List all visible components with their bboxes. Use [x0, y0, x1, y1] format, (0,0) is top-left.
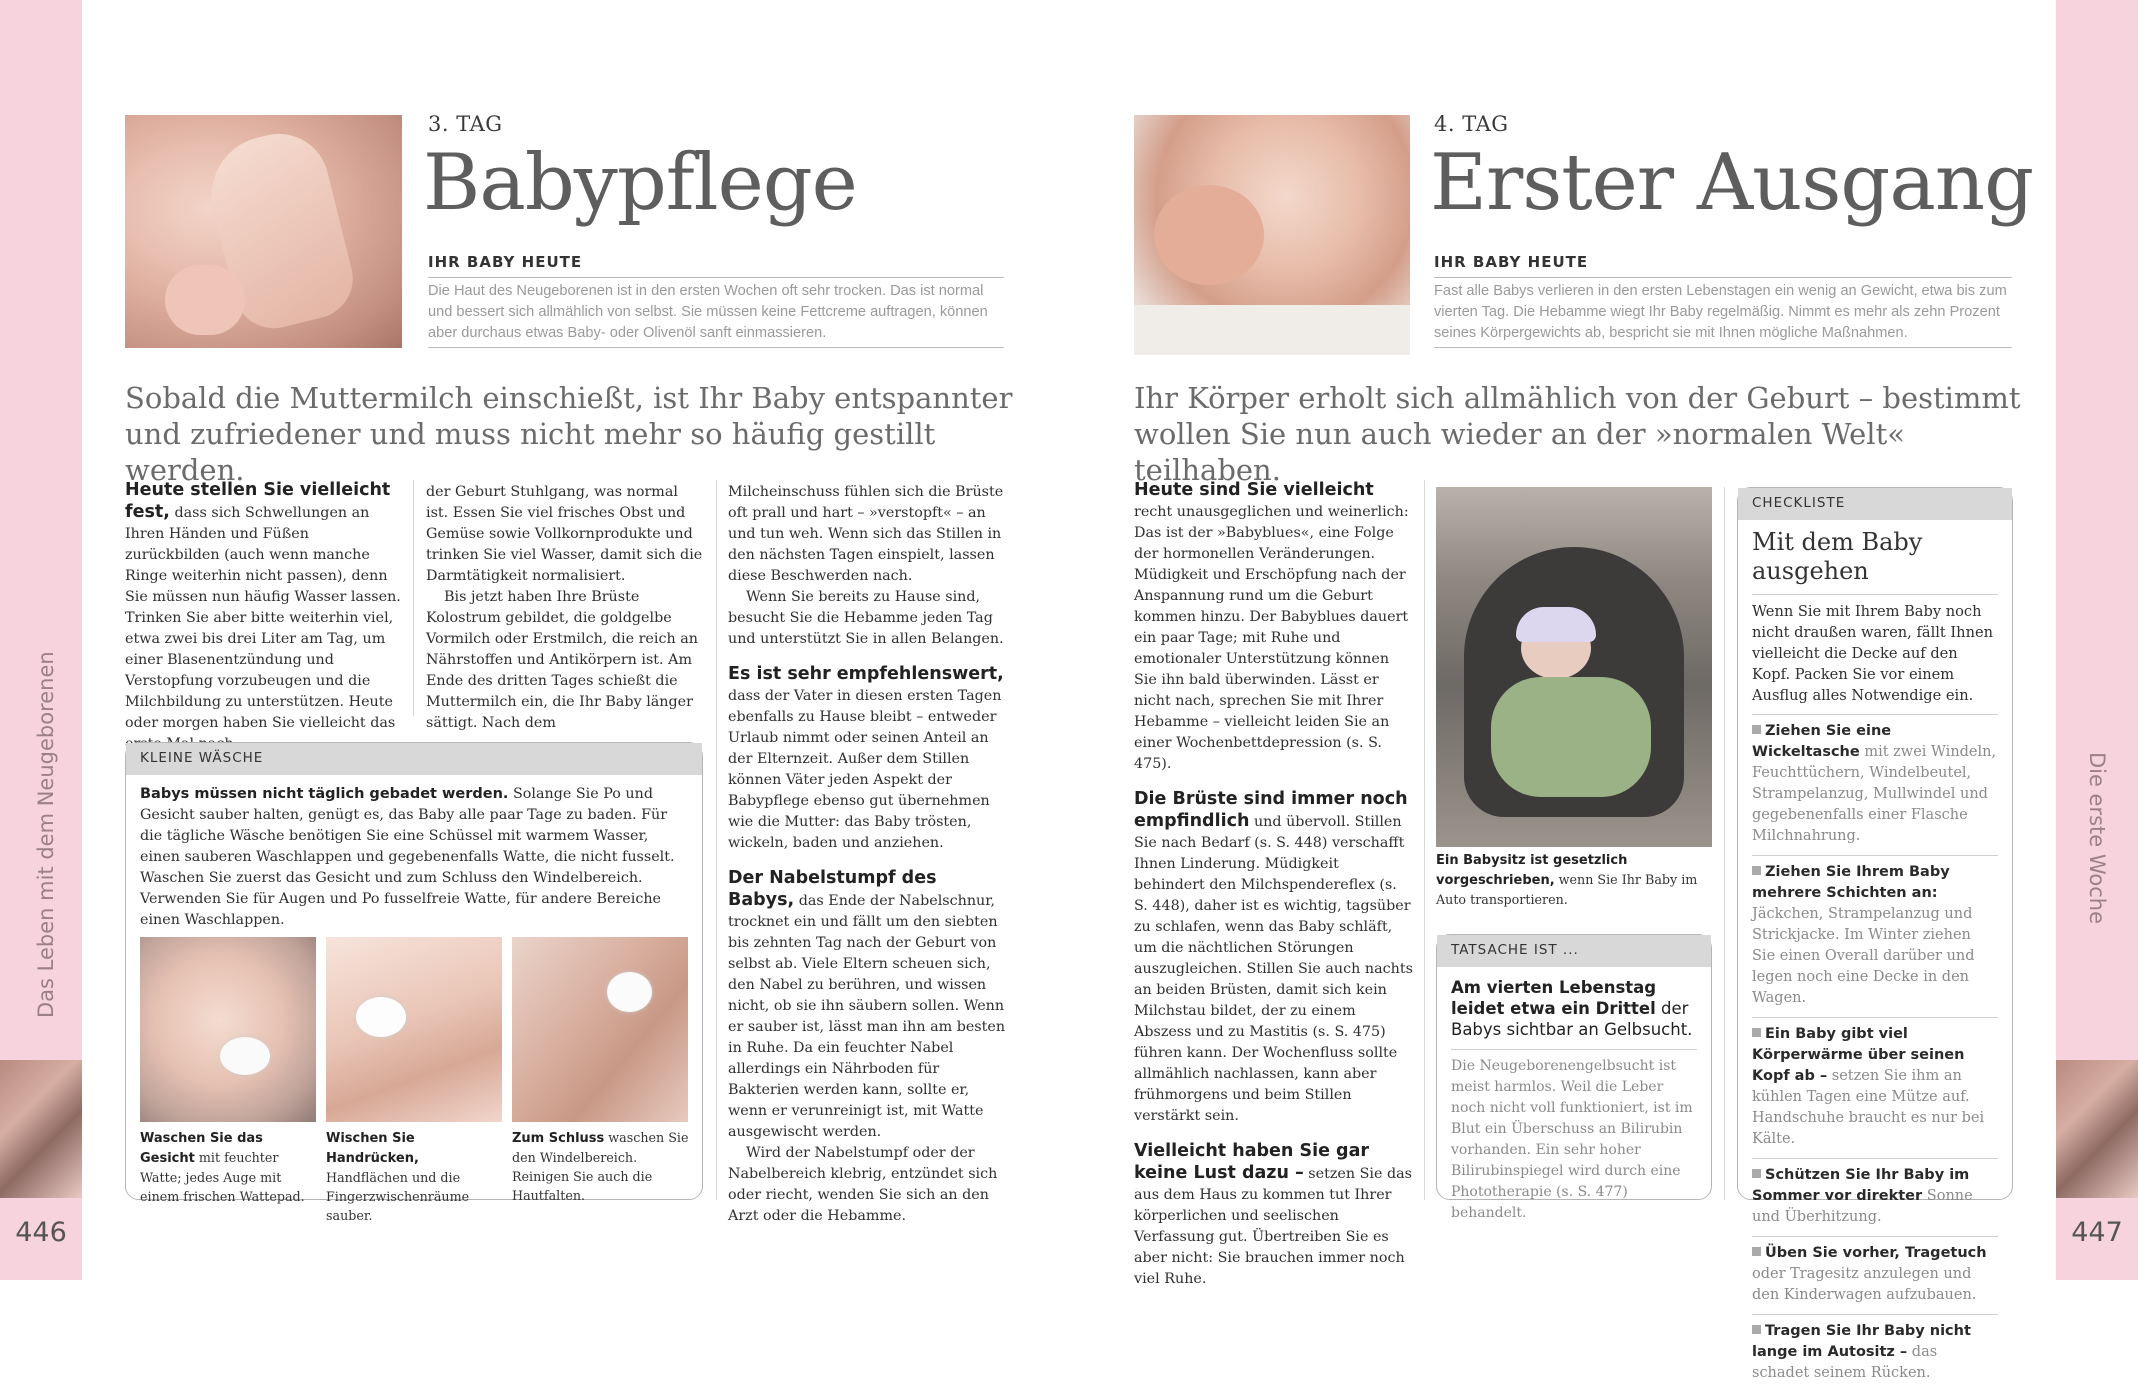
checklist-item	[1752, 855, 1998, 1017]
car-seat-caption	[1436, 850, 1716, 909]
left-c3-p4-head: Der Nabelstumpf des Babys,	[728, 868, 937, 910]
right-heute-rule	[1434, 277, 2012, 278]
kleine-waesche-body	[126, 775, 702, 931]
right-c1-p1-head: Heute sind Sie vielleicht	[1134, 480, 1374, 500]
left-page-number: 446	[15, 1217, 67, 1248]
checklist-item	[1752, 1017, 1998, 1158]
right-page-number: 447	[2071, 1217, 2123, 1248]
checklist-intro: Wenn Sie mit Ihrem Baby noch nicht draußen waren, fällt Ihnen vielleicht die Decke auf den Kopf. Packen Sie vor einem Ausflug alles Notwendige ein.	[1752, 603, 1994, 704]
right-heute-label: IHR BABY HEUTE	[1434, 253, 1589, 271]
left-c3-p3-head: Es ist sehr empfehlenswert,	[728, 664, 1004, 684]
left-c2-p2: Bis jetzt haben Ihre Brüste Kolostrum gebildet, die goldgelbe Vormilch oder Erstmilch, die reich an Nährstoffen und Antikörpern ist. Am Ende des dritten Tages schießt die Muttermilch ein, die Ihr Baby länger sättigt. Nach dem	[426, 589, 698, 731]
left-c2-p1: der Geburt Stuhlgang, was normal ist. Essen Sie viel frisches Obst und Gemüse sowie Vollkornprodukte und trinken Sie viel Wasser, damit sich die Darmtätigkeit normalisiert.	[426, 484, 703, 584]
left-c1-head: Heute stellen Sie vielleicht fest,	[125, 480, 391, 522]
kleine-waesche-text: Solange Sie Po und Gesicht sauber halten, genügt es, das Baby alle paar Tage zu baden. Für die tägliche Wäsche benötigen Sie eine Schüssel mit warmem Wasser, einen sauberen Waschlappen und gegebenenfalls Watte, die nicht fusselt. Waschen Sie zuerst das Gesicht und zum Schluss den Windelbereich. Verwenden Sie für Augen und Po fusselfreie Watte, für andere Bereiche einen Waschlappen.	[140, 786, 675, 928]
right-col-divider-2	[1724, 487, 1725, 1200]
left-column-3	[728, 482, 1006, 1227]
left-heute-text: Die Haut des Neugeborenen ist in den ersten Wochen oft sehr trocken. Das ist normal und bessert sich allmählich von selbst. Sie müssen keine Fettcreme auftragen, können aber durchaus etwas Baby- oder Olivenöl sanft einmassieren.	[428, 283, 988, 341]
wash-hands-caption-text: Handflächen und die Fingerzwischenräume sauber.	[326, 1170, 470, 1223]
right-c1-p2-head: Die Brüste sind immer noch empfindlich	[1134, 789, 1408, 831]
wash-diaper-caption-text: waschen Sie den Windelbereich. Reinigen Sie auch die Hautfalten.	[512, 1130, 689, 1203]
checklist-item-text: Jäckchen, Strampelanzug und Strickjacke. Im Winter ziehen Sie einen Overall darüber und legen noch eine Decke in den Wagen.	[1752, 906, 1975, 1006]
wash-face-caption-text: mit feuchter Watte; jedes Auge mit einem frischen Wattepad.	[140, 1150, 305, 1204]
checklist-item-text: setzen Sie ihm an kühlen Tagen eine Mütze auf. Handschuhe braucht es nur bei Kälte.	[1752, 1068, 1985, 1147]
right-c1-p3-head: Vielleicht haben Sie gar keine Lust dazu –	[1134, 1141, 1370, 1183]
car-seat-caption-bold: Ein Babysitz ist gesetzlich vorgeschrieben,	[1436, 853, 1628, 888]
tatsache-lead-bold: Am vierten Lebenstag leidet etwa ein Drittel	[1451, 978, 1657, 1018]
left-c3-p2: Wenn Sie bereits zu Hause sind, besucht Sie die Hebamme jeden Tag und unterstützt Sie in allen Belangen.	[728, 589, 1004, 647]
tatsache-head: TATSACHE IST ...	[1437, 935, 1711, 967]
kleine-waesche-box	[125, 742, 703, 1223]
tatsache-box	[1436, 934, 1712, 1221]
left-lead-paragraph: Sobald die Muttermilch einschießt, ist Ihr Baby entspannter und zufriedener und muss nicht mehr so häufig gestillt werden.	[125, 381, 1013, 487]
right-c1-p1-text: recht unausgeglichen und weinerlich: Das ist der »Babyblues«, eine Folge der hormonellen Veränderungen. Müdigkeit und Erschöpfung nach der Anspannung rund um die Geburt kommen hinzu. Der Babyblues dauert ein paar Tage; mit Ruhe und emotionaler Unterstützung können Sie ihn bald überwinden. Lässt er nicht nach, sprechen Sie mit Ihrer Hebamme – vielleicht leiden Sie an einer Wochenbettdepression (s. S. 475).	[1134, 504, 1409, 772]
kleine-waesche-lead: Babys müssen nicht täglich gebadet werden.	[140, 786, 509, 802]
left-heute-rule-bottom	[428, 347, 1004, 348]
left-c1-text: dass sich Schwellungen an Ihren Händen und Füßen zurückbilden (auch wenn manche Ringe weiterhin nicht passen), denn Sie müssen nun häufig Wasser lassen. Trinken Sie aber bitte weiterhin viel, etwa zwei bis drei Liter am Tag, um einer Blasenentzündung und Verstopfung vorzubeugen und die Milchbildung zu unterstützen. Heute oder morgen haben Sie vielleicht das	[125, 505, 401, 731]
wash-diaper-area-photo	[512, 937, 688, 1122]
wash-face-photo	[140, 937, 316, 1122]
checklist-item	[1752, 1236, 1998, 1314]
checklist-item-text: mit zwei Windeln, Feuchttüchern, Windelbeutel, Strampelanzug, Mullwindel und gegebenenfalls einer Flasche Milchnahrung.	[1752, 744, 1997, 844]
car-seat-caption-text: wenn Sie Ihr Baby im Auto transportieren.	[1436, 872, 1698, 907]
tatsache-text: Die Neugeborenengelbsucht ist meist harmlos. Weil die Leber noch nicht voll funktioniert, ist im Blut ein Überschuss an Bilirubin vorhanden. Ein sehr hoher Bilirubinspiegel wird durch eine Phototherapie (s. S. 477) behandelt.	[1451, 1058, 1693, 1221]
right-c1-p3-text: setzen Sie das aus dem Haus zu kommen tut Ihrer körperlichen und seelischen Verfassung gut. Übertreiben Sie es aber nicht: Sie brauchen immer noch viel Ruhe.	[1134, 1166, 1412, 1287]
left-c3-p5: Wird der Nabelstumpf oder der Nabelbereich klebrig, entzündet sich oder riecht, wenden Sie sich an den Arzt oder die Hebamme.	[728, 1145, 998, 1224]
checklist-item-bold: Tragen Sie Ihr Baby nicht lange im Autositz –	[1752, 1323, 1971, 1360]
wash-hands-photo	[326, 937, 502, 1122]
right-section-label: Die erste Woche	[2085, 751, 2109, 925]
checklist-item-text: Sonne und Überhitzung.	[1752, 1188, 1973, 1225]
checklist-item-bold: Schützen Sie Ihr Baby im Sommer vor direkter	[1752, 1167, 1970, 1204]
baby-foot-photo	[125, 115, 402, 348]
checklist-item-bold: Ein Baby gibt viel Körperwärme über seinen Kopf ab –	[1752, 1026, 1965, 1084]
tatsache-lead-text: der Babys sichtbar an Gelbsucht.	[1451, 999, 1693, 1039]
kleine-waesche-head: KLEINE WÄSCHE	[126, 743, 702, 775]
right-thumb-photo	[2056, 1060, 2138, 1198]
left-column-1	[125, 480, 403, 755]
wash-hands-caption	[326, 1128, 502, 1225]
wash-face-caption	[140, 1128, 320, 1206]
left-c3-p4-text: das Ende der Nabelschnur, trocknet ein und fällt um den siebten bis zehnten Tag nach der Geburt von selbst ab. Viele Eltern scheuen sich, den Nabel zu berühren, und wissen nicht, ob sie ihn säubern sollen. Wenn er sauber ist, lässt man ihn am besten in Ruhe. Da ein feuchter Nabel allerdings ein Nährboden für Bakterien werden kann, sollte er, wenn er verunreinigt ist, mit Watte ausgewischt werden.	[728, 893, 1006, 1140]
right-heute-text: Fast alle Babys verlieren in den ersten Lebenstagen ein wenig an Gewicht, etwa bis zum vierten Tag. Die Hebamme wiegt Ihr Baby regelmäßig. Nimmt es mehr als zehn Prozent seines Körpergewichts ab, bespricht sie mit Ihnen mögliche Maßnahmen.	[1434, 283, 2007, 341]
left-day-label: 3. TAG	[428, 112, 503, 136]
right-day-label: 4. TAG	[1434, 112, 1509, 136]
left-col-divider-2	[716, 480, 717, 1200]
left-thumb-photo	[0, 1060, 82, 1198]
sleeping-baby-photo	[1134, 115, 1410, 348]
left-column-2	[426, 482, 704, 734]
right-heute-rule-bottom	[1434, 347, 2012, 348]
checklist-item-bold: Ziehen Sie eine Wickeltasche	[1752, 723, 1892, 760]
checklist-item	[1752, 714, 1998, 855]
right-col-divider-1	[1424, 480, 1425, 1200]
right-column-1	[1134, 480, 1414, 1290]
right-lead-paragraph: Ihr Körper erholt sich allmählich von der Geburt – bestimmt wollen Sie nun auch wieder an der »normalen Welt« teilhaben.	[1134, 381, 2021, 487]
checklist-item	[1752, 1158, 1998, 1236]
left-c3-p1: Milcheinschuss fühlen sich die Brüste oft prall und hart – »verstopft« – an und tun weh. Wenn sich das Stillen in den nächsten Tagen einspielt, lassen diese Beschwerden nach.	[728, 484, 1004, 584]
checklist-item-bold: Üben Sie vorher, Tragetuch	[1765, 1245, 1987, 1261]
checklist-head: CHECKLISTE	[1738, 488, 2012, 520]
checklist-item-bold: Ziehen Sie Ihrem Baby mehrere Schichten an:	[1752, 864, 1950, 901]
left-col-divider-1	[413, 480, 414, 716]
left-heute-label: IHR BABY HEUTE	[428, 253, 583, 271]
right-page-title: Erster Ausgang	[1430, 138, 2034, 228]
checklist-box	[1737, 487, 2013, 1381]
wash-face-caption-bold: Waschen Sie das Gesicht	[140, 1131, 263, 1166]
checklist-item-text: oder Tragesitz anzulegen und den Kinderwagen aufzubauen.	[1752, 1266, 1977, 1303]
car-seat-photo	[1436, 487, 1712, 847]
wash-hands-caption-bold: Wischen Sie Handrücken,	[326, 1131, 419, 1166]
wash-diaper-caption	[512, 1128, 690, 1205]
left-section-label: Das Leben mit dem Neugeborenen	[34, 651, 58, 1018]
left-page-title: Babypflege	[423, 138, 857, 228]
left-heute-rule	[428, 277, 1004, 278]
checklist-item	[1752, 1314, 1998, 1392]
left-c3-p3-text: dass der Vater in diesen ersten Tagen ebenfalls zu Hause bleibt – entweder Urlaub nimmt oder seinen Anteil an der Elternzeit. Außer dem Stillen können Väter jeden Aspekt der Babypflege ebenso gut übernehmen wie die Mutter: das Baby trösten, wickeln, baden und anziehen.	[728, 688, 1002, 851]
checklist-title: Mit dem Baby ausgehen	[1752, 528, 1923, 585]
checklist-item-text: das schadet seinem Rücken.	[1752, 1344, 1938, 1381]
right-c1-p2-text: und übervoll. Stillen Sie nach Bedarf (s. S. 448) verschafft Ihnen Linderung. Müdigkeit behindert den Milchspendereflex (s. S. 448), daher ist es wichtig, tagsüber zu schlafen, wenn das Baby schläft, um die nächtlichen Störungen auszugleichen. Stillen Sie auch nachts an beiden Brüsten, damit sich kein Milchstau bildet, der zu einem Abszess und zu Mastitis (s. S. 475) führen kann. Der Wochenfluss sollte allmählich nachlassen, kann aber frühmorgens und beim Stillen verstärkt sein.	[1134, 814, 1413, 1124]
wash-diaper-caption-bold: Zum Schluss	[512, 1131, 605, 1146]
